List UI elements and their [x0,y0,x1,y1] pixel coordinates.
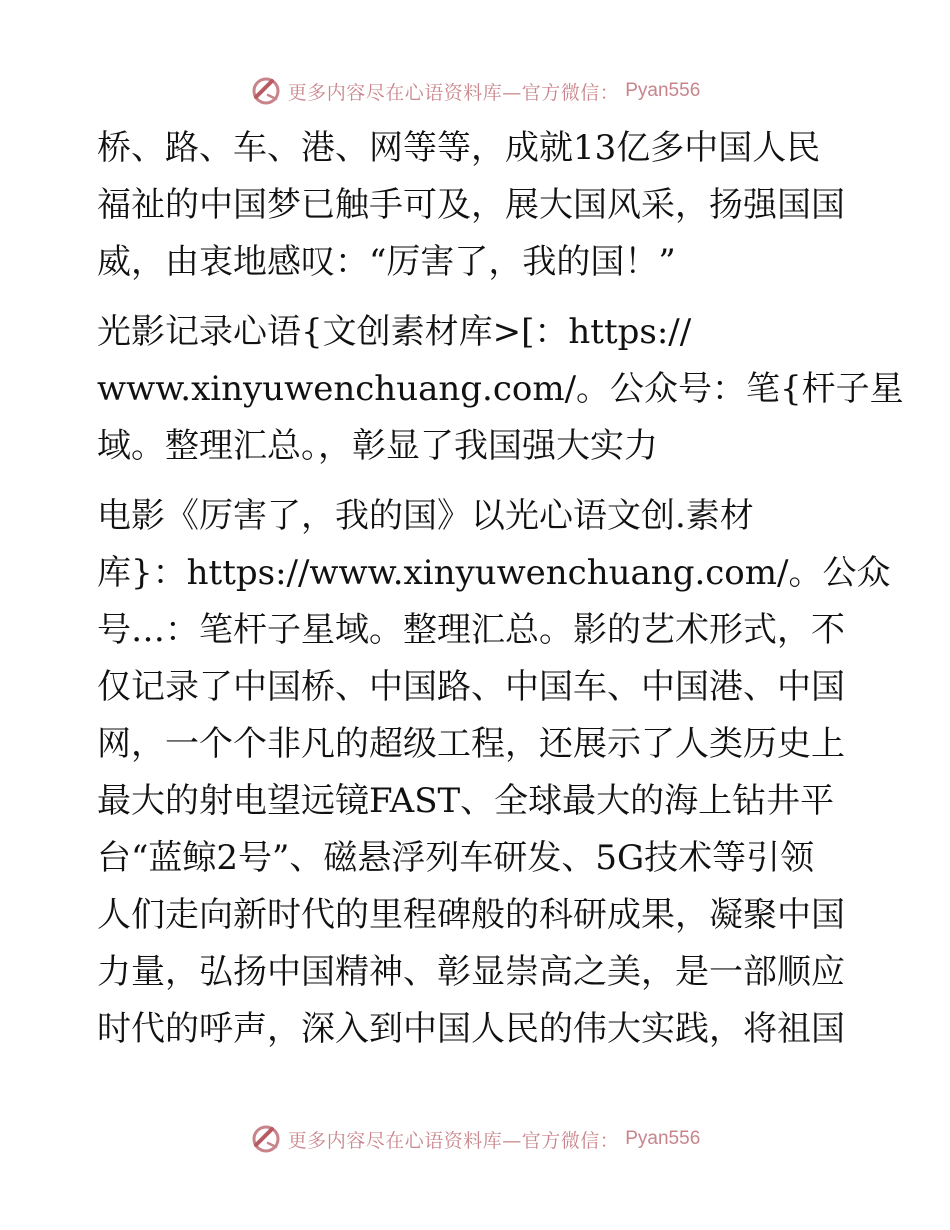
footer-banner-text: 更多内容尽在心语资料库—官方微信： [287,1129,620,1152]
text-line: 库}：https://www.xinyuwenchuang.com/。公众 [97,553,891,593]
paragraph-3 [97,488,891,1058]
text-line: 最大的射电望远镜FAST、全球最大的海上钻井平 [97,781,835,821]
text-line: 福祉的中国梦已触手可及，展大国风采，扬强国国 [97,185,845,225]
text-line: 网，一个个非凡的超级工程，还展示了人类历史上 [97,724,845,764]
text-line: 电影《厉害了，我的国》以光心语文创.素材 [97,496,754,536]
text-line: www.xinyuwenchuang.com/。公众号：笔{杆子星 [97,369,904,409]
header-banner-wechat-id: Pyan556 [625,80,701,101]
text-line: 仅记录了中国桥、中国路、中国车、中国港、中国 [97,667,845,707]
footer-banner [0,1119,950,1159]
text-line: 桥、路、车、港、网等等，成就13亿多中国人民 [97,128,821,168]
text-line: 人们走向新时代的里程碑般的科研成果，凝聚中国 [97,895,845,935]
text-line: 台“蓝鲸2号”、磁悬浮列车研发、5G技术等引领 [97,838,815,878]
paragraph-1 [97,120,857,291]
paragraph-2 [97,304,904,475]
brand-logo-icon [250,1123,282,1155]
header-banner [0,71,950,111]
footer-banner-wechat-id: Pyan556 [625,1128,701,1149]
paragraph-gap [97,475,857,488]
text-line: 力量，弘扬中国精神、彰显崇高之美，是一部顺应 [97,952,845,992]
footer-banner-inner [250,1123,701,1155]
header-banner-inner [250,75,701,107]
document-body [97,120,904,1058]
paragraph-gap [97,291,857,304]
header-banner-text: 更多内容尽在心语资料库—官方微信： [287,81,620,104]
brand-logo-icon [250,75,282,107]
text-line: 光影记录心语{文创素材库>[：https:// [97,312,692,352]
text-line: 时代的呼声，深入到中国人民的伟大实践，将祖国 [97,1009,845,1049]
text-line: 域。整理汇总。，彰显了我国强大实力 [97,426,658,466]
text-line: 威，由衷地感叹：“厉害了，我的国！” [97,242,676,282]
text-line: 号…：笔杆子星域。整理汇总。影的艺术形式，不 [97,610,845,650]
